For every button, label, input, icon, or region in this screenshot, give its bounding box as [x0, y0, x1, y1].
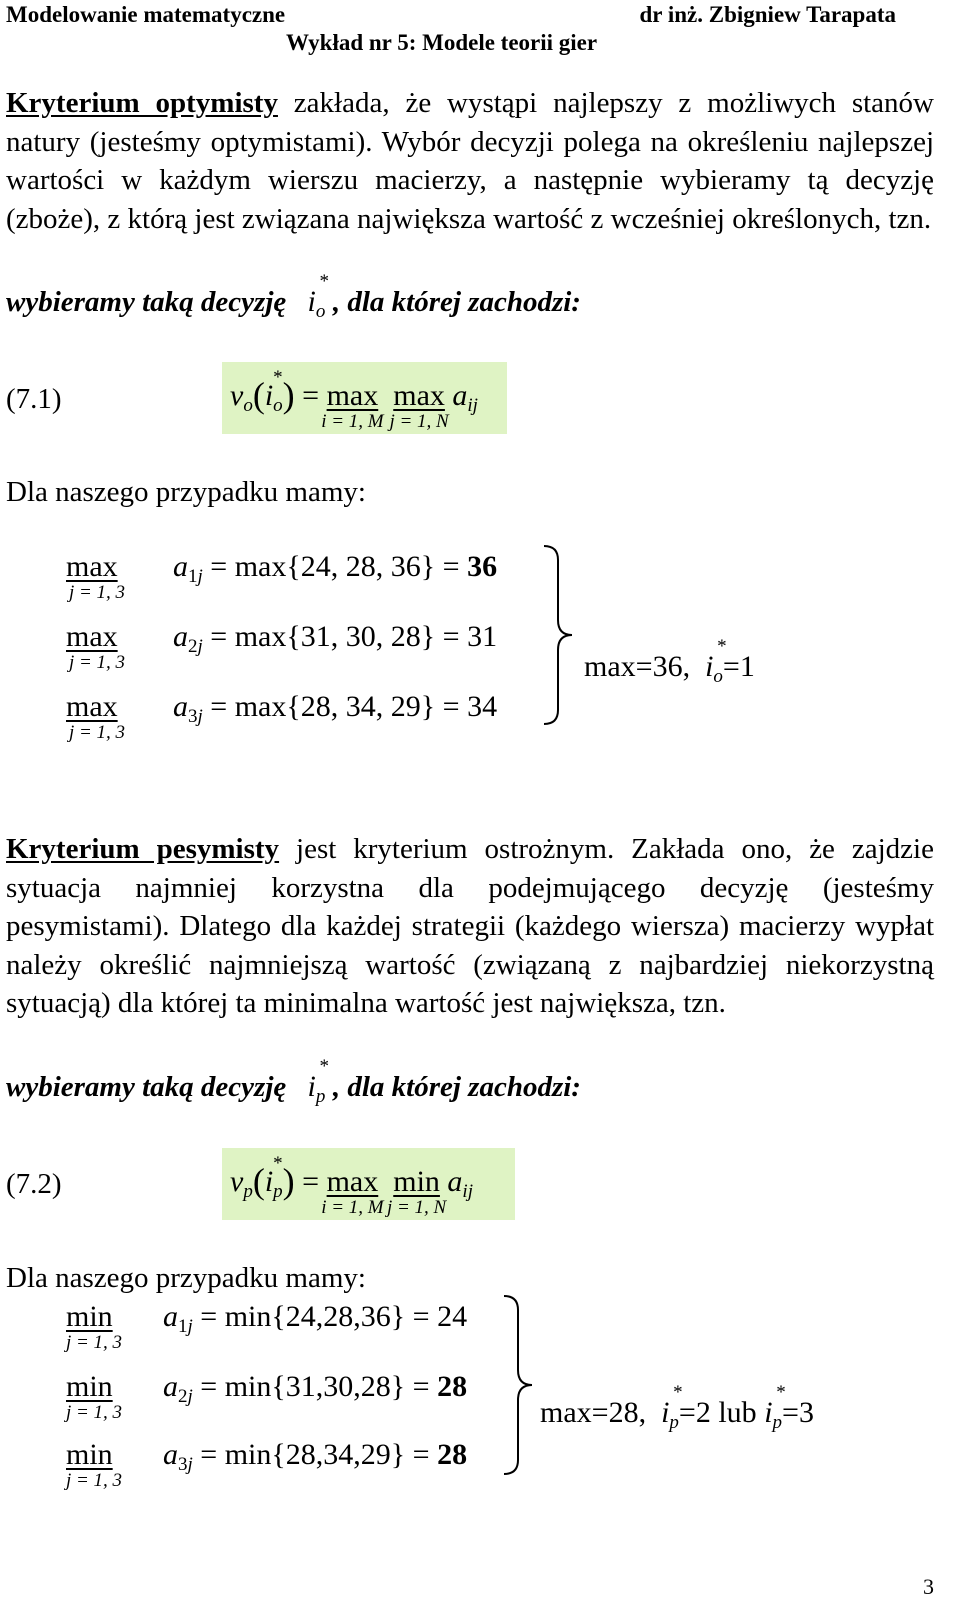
- pessimist-choose-line: [6, 1056, 581, 1107]
- formula-7-2: $v_p(i$ * $_p$) = max i = 1, M min j = 1, N $a_{ij}$: [222, 1148, 515, 1220]
- optimist-row-3: max j = 1, 3 $a_{3j} = \max\{28$, 34, 29} = 34: [66, 690, 498, 743]
- pessimist-conclusion: max=28, i * $_p$=2 lub i * $_p$=3: [540, 1382, 814, 1433]
- pessimist-brace: [500, 1294, 540, 1476]
- pessimist-row-3: min j = 1, 3 $a_{3j} = \min\{28,34,29\} = 28$: [65, 1438, 468, 1491]
- choose-variable: i * $_p$: [307, 1056, 329, 1107]
- max-operator: max i = 1, M: [321, 1165, 384, 1218]
- page-number: 3: [923, 1574, 934, 1599]
- optimist-term: Kryterium optymisty: [6, 87, 278, 119]
- pessimist-row-2: min j = 1, 3 $a_{2j} = \min\{31,30,28\} = 28$: [65, 1370, 468, 1423]
- choose-suffix: , dla której zachodzi:: [332, 286, 581, 318]
- pessimist-text: jest kryterium ostrożnym. Zakłada ono, że zajdzie sytuacja najmniej korzystna dla podejmującego decyzję (jesteśmy pesymistami). Dlatego dla każdej strategii (każdego wiersza) macierzy wypłat należy określić najmniejszą wartość (związaną z najbardziej niekorzystną sytuacją) dla której ta minimalna wartość jest największa, tzn.: [6, 833, 934, 1020]
- formula-label-7-2: (7.2): [6, 1168, 62, 1200]
- pessimist-term: Kryterium pesymisty: [6, 833, 280, 865]
- choose-variable: i * $_o$: [307, 271, 329, 322]
- formula-label-7-1: (7.1): [6, 383, 62, 415]
- optimist-case-intro: Dla naszego przypadku mamy:: [6, 476, 366, 508]
- pessimist-paragraph: [6, 830, 934, 1023]
- pessimist-row-1: min j = 1, 3 $a_{1j} = \min\{24,28,36\} = 24$: [65, 1300, 468, 1353]
- max-operator: max i = 1, M: [321, 379, 384, 432]
- lecture-title: Wykład nr 5: Modele teorii gier: [286, 30, 598, 55]
- choose-prefix: wybieramy taką decyzję: [6, 286, 287, 318]
- pessimist-case-intro: Dla naszego przypadku mamy:: [6, 1262, 366, 1294]
- course-title: Modelowanie matematyczne: [6, 2, 286, 27]
- optimist-row-2: max j = 1, 3 $a_{2j} = \max\{31$, 30, 28} = 31: [66, 620, 498, 673]
- choose-suffix: , dla której zachodzi:: [332, 1071, 581, 1103]
- choose-prefix: wybieramy taką decyzję: [6, 1071, 287, 1103]
- author-name: dr inż. Zbigniew Tarapata: [639, 2, 896, 27]
- formula-7-1: $v_o(i$ * $_o$) = max i = 1, M max j = 1, N $a_{ij}$: [222, 362, 507, 434]
- optimist-row-1: max j = 1, 3 $a_{1j} = \max\{24$, 28, 36} = 36: [66, 550, 498, 603]
- optimist-text: zakłada, że wystąpi najlepszy z możliwych stanów natury (jesteśmy optymistami). Wybór decyzji polega na określeniu najlepszej wartości w każdym wierszu macierzy, a następnie wybieramy tą decyzję (zboże), z którą jest związana największa wartość z wcześniej określonych, tzn.: [6, 87, 934, 235]
- optimist-conclusion: max=36, i * $_o$=1: [584, 636, 755, 687]
- min-operator: min j = 1, N: [386, 1165, 447, 1218]
- max-operator: max j = 1, N: [389, 379, 449, 432]
- optimist-brace: [540, 544, 580, 726]
- optimist-choose-line: [6, 271, 581, 322]
- optimist-paragraph: [6, 84, 934, 238]
